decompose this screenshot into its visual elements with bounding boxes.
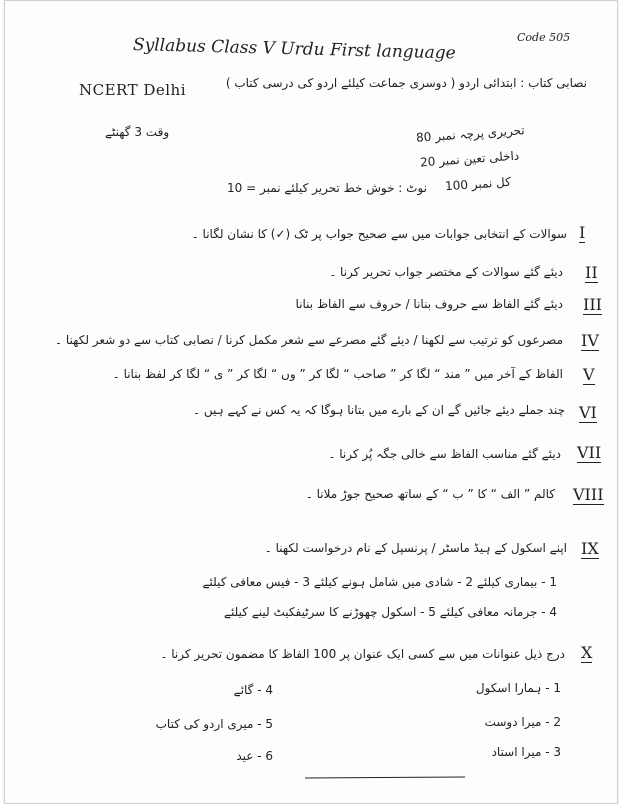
application-options-row-1: 1 - بیماری کیلئے 2 - شادی میں شامل ہونے کیلئے 3 - فیس معافی کیلئے [202, 575, 557, 589]
essay-topic: 5 - میری اردو کی کتاب [155, 717, 273, 731]
question-text: درج ذیل عنوانات میں سے کسی ایک عنوان پر 100 الفاظ کا مضمون تحریر کرنا ۔ [160, 647, 565, 661]
closing-rule [305, 776, 465, 778]
question-number: I [579, 223, 586, 242]
essay-topic: 3 - میرا استاد [491, 745, 561, 759]
written-marks: تحریری پرچہ نمبر 80 [415, 123, 526, 145]
essay-topic: 4 - گائے [233, 683, 273, 697]
question-number: V [583, 365, 595, 384]
note-line: نوٹ : خوش خط تحریر کیلئے نمبر = 10 [227, 181, 427, 195]
question-text: دیئے گئے سوالات کے مختصر جواب تحریر کرنا ۔ [329, 265, 563, 279]
question-number: VIII [573, 485, 604, 504]
question-number: II [585, 263, 598, 282]
question-text: دیئے گئے الفاظ سے حروف بنانا / حروف سے الفاظ بنانا [295, 297, 563, 311]
internal-marks: داخلی تعین نمبر 20 [419, 148, 520, 170]
question-text: اپنے اسکول کے ہیڈ ماسٹر / پرنسپل کے نام درخواست لکھنا ۔ [264, 541, 567, 555]
question-text: کالم ” الف “ کا ” ب “ کے ساتھ صحیح جوڑ ملانا ۔ [305, 487, 555, 501]
time-label: وقت 3 گھنٹے [105, 125, 170, 139]
question-number: VII [577, 443, 602, 462]
question-number: IV [581, 331, 599, 350]
question-text: دیئے گئے مناسب الفاظ سے خالی جگہ پُر کرنا ۔ [328, 447, 561, 461]
textbook-line: نصابی کتاب : ابتدائی اردو ( دوسری جماعت کیلئے اردو کی درسی کتاب ) [225, 76, 587, 90]
code-label: Code 505 [517, 31, 571, 44]
question-text: مصرعوں کو ترتیب سے لکھنا / دیئے گئے مصرعے سے شعر مکمل کرنا / نصابی کتاب سے دو شعر لکھنا ۔ [55, 333, 563, 347]
application-options-row-2: 4 - جرمانہ معافی کیلئے 5 - اسکول چھوڑنے کا سرٹیفکیٹ لینے کیلئے [223, 605, 557, 619]
question-number: III [583, 295, 602, 314]
question-text: سوالات کے انتخابی جوابات میں سے صحیح جواب پر ٹک (✓) کا نشان لگانا ۔ [191, 227, 567, 241]
question-text: چند جملے دیئے جائیں گے ان کے بارے میں بتانا ہوگا کہ یہ کس نے کہے ہیں ۔ [193, 403, 565, 417]
essay-topic: 2 - میرا دوست [484, 715, 561, 729]
page-title: Syllabus Class V Urdu First language [132, 35, 456, 64]
syllabus-sheet [4, 0, 618, 804]
question-text: الفاظ کے آخر میں ” مند “ لگا کر ” صاحب “ لگا کر ” وں “ لگا کر ” ی “ لگا کر لفظ بنانا ۔ [112, 367, 563, 381]
question-number: IX [581, 539, 599, 558]
question-number: X [581, 643, 593, 662]
essay-topic: 6 - عید [236, 749, 273, 763]
essay-topic: 1 - ہمارا اسکول [475, 681, 561, 695]
question-number: VI [579, 403, 597, 422]
total-marks: کل نمبر 100 [444, 174, 512, 194]
board-label: NCERT Delhi [79, 81, 187, 99]
